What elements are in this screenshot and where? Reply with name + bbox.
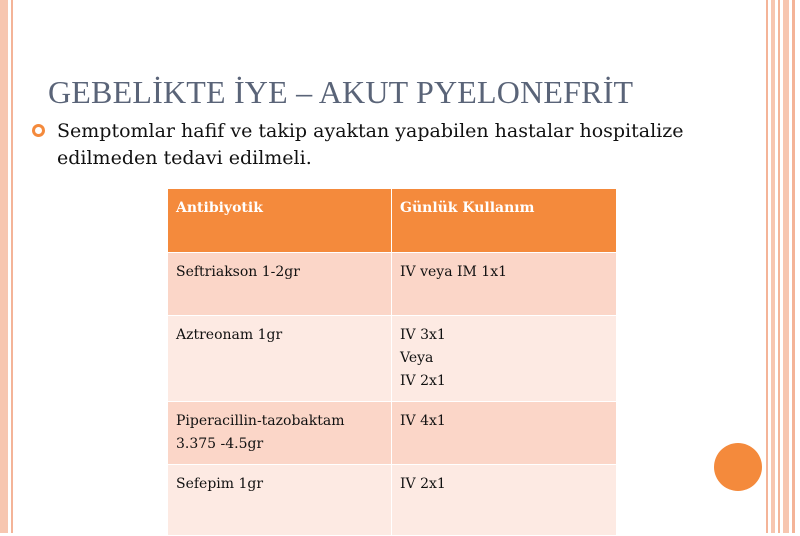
right-decor-stripe-1 <box>771 0 775 533</box>
table-row <box>168 253 617 316</box>
right-decor-stripe-2 <box>783 0 789 533</box>
bullet-text: Semptomlar hafif ve takip ayaktan yapabilen hastalar hospitalize edilmeden tedavi edilmeli. <box>57 120 684 169</box>
usage-cell <box>392 465 617 536</box>
right-decor-line-3 <box>792 0 795 533</box>
drug-cell: Seftriakson 1-2gr <box>168 253 392 316</box>
usage-line: IV 3x1 <box>400 327 446 343</box>
left-decor-line <box>11 0 13 533</box>
right-decor-line-1 <box>766 0 768 533</box>
left-decor-stripe <box>0 0 8 533</box>
usage-line: IV 2x1 <box>400 373 446 389</box>
drug-cell: Piperacillin-tazobaktam 3.375 -4.5gr <box>168 402 392 465</box>
table-header-row <box>168 189 617 253</box>
hollow-circle-bullet-icon <box>32 124 45 137</box>
usage-line: IV veya IM 1x1 <box>400 264 508 280</box>
right-decor-line-2 <box>778 0 780 533</box>
table-row <box>168 402 617 465</box>
drug-cell: Sefepim 1gr <box>168 465 392 536</box>
usage-cell <box>392 253 617 316</box>
drug-cell: Aztreonam 1gr <box>168 316 392 402</box>
header-antibiotic: Antibiyotik <box>168 189 392 253</box>
slide-title: GEBELİKTE İYE – AKUT PYELONEFRİT <box>48 74 634 110</box>
header-daily-usage: Günlük Kullanım <box>392 189 617 253</box>
orange-circle-icon <box>714 443 762 491</box>
usage-line: Veya <box>400 350 434 366</box>
usage-cell <box>392 316 617 402</box>
bullet-point <box>32 118 692 172</box>
usage-line: IV 2x1 <box>400 476 446 492</box>
antibiotic-table <box>167 188 617 536</box>
usage-line: IV 4x1 <box>400 413 446 429</box>
table-row <box>168 465 617 536</box>
table-row <box>168 316 617 402</box>
usage-cell <box>392 402 617 465</box>
